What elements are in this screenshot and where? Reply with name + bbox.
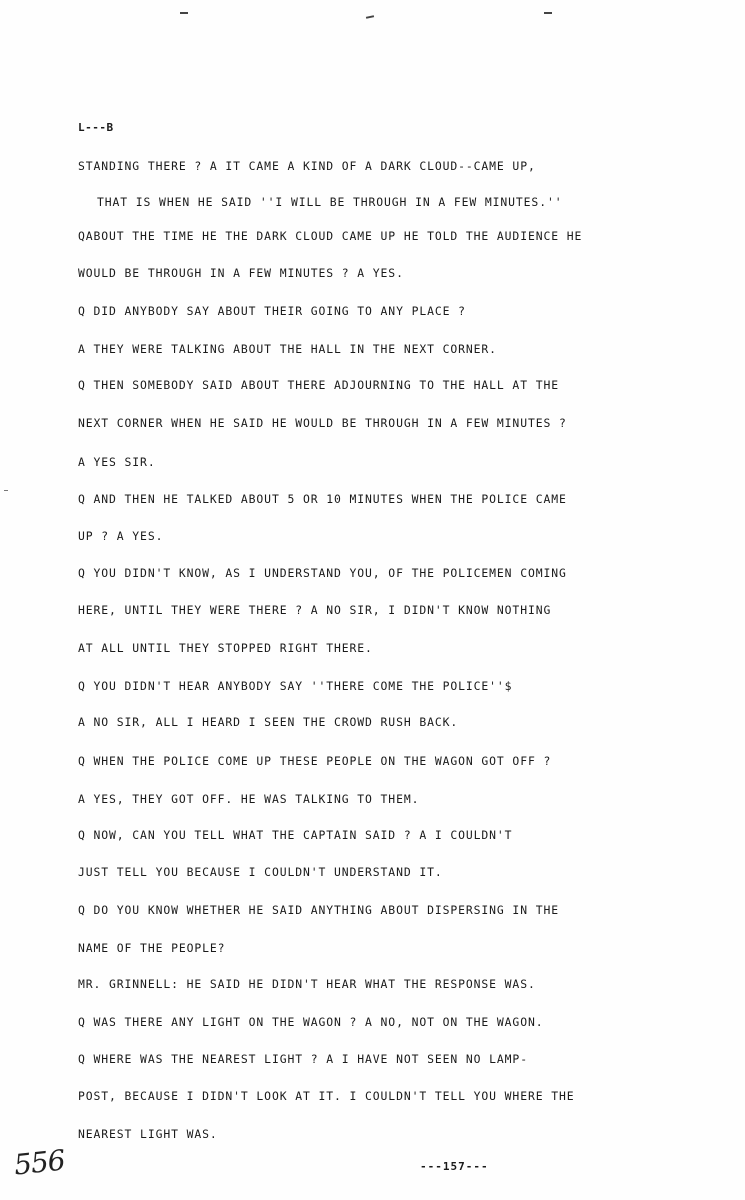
transcript-line: JUST TELL YOU BECAUSE I COULDN'T UNDERSTAND IT. [78,865,443,879]
page-number: ---157--- [420,1160,489,1173]
transcript-line: UP ? A YES. [78,529,164,543]
transcript-line: Q AND THEN HE TALKED ABOUT 5 OR 10 MINUTES WHEN THE POLICE CAME [78,492,567,506]
transcript-line: A YES, THEY GOT OFF. HE WAS TALKING TO THEM. [78,792,420,806]
transcript-line: WOULD BE THROUGH IN A FEW MINUTES ? A YES. [78,266,404,280]
transcript-line: MR. GRINNELL: HE SAID HE DIDN'T HEAR WHAT THE RESPONSE WAS. [78,977,536,991]
transcript-line: HERE, UNTIL THEY WERE THERE ? A NO SIR, I DIDN'T KNOW NOTHING [78,603,552,617]
margin-mark [4,490,8,491]
transcript-line: Q DO YOU KNOW WHETHER HE SAID ANYTHING ABOUT DISPERSING IN THE [78,903,559,917]
handwritten-page-number: 556 [12,1143,67,1182]
transcript-line: Q WHEN THE POLICE COME UP THESE PEOPLE ON THE WAGON GOT OFF ? [78,754,552,768]
transcript-line: Q THEN SOMEBODY SAID ABOUT THERE ADJOURNING TO THE HALL AT THE [78,378,559,392]
section-header: L---B [78,121,114,134]
top-mark [180,12,188,14]
transcript-line: Q WHERE WAS THE NEAREST LIGHT ? A I HAVE NOT SEEN NO LAMP- [78,1052,528,1066]
transcript-line: A YES SIR. [78,455,156,469]
transcript-line: Q WAS THERE ANY LIGHT ON THE WAGON ? A NO, NOT ON THE WAGON. [78,1015,544,1029]
transcript-line: Q NOW, CAN YOU TELL WHAT THE CAPTAIN SAID ? A I COULDN'T [78,828,513,842]
transcript-line: A THEY WERE TALKING ABOUT THE HALL IN THE NEXT CORNER. [78,342,497,356]
transcript-line: Q DID ANYBODY SAY ABOUT THEIR GOING TO ANY PLACE ? [78,304,466,318]
transcript-line: NAME OF THE PEOPLE? [78,941,226,955]
transcript-line: AT ALL UNTIL THEY STOPPED RIGHT THERE. [78,641,373,655]
transcript-line: A NO SIR, ALL I HEARD I SEEN THE CROWD RUSH BACK. [78,715,459,729]
transcript-line: POST, BECAUSE I DIDN'T LOOK AT IT. I COULDN'T TELL YOU WHERE THE [78,1089,575,1103]
transcript-line: NEAREST LIGHT WAS. [78,1127,218,1141]
transcript-line: THAT IS WHEN HE SAID ''I WILL BE THROUGH IN A FEW MINUTES.'' [97,195,563,209]
transcript-line: QABOUT THE TIME HE THE DARK CLOUD CAME UP HE TOLD THE AUDIENCE HE [78,229,583,243]
top-mark [544,12,552,14]
transcript-line: Q YOU DIDN'T HEAR ANYBODY SAY ''THERE COME THE POLICE''$ [78,679,513,693]
transcript-line: Q YOU DIDN'T KNOW, AS I UNDERSTAND YOU, OF THE POLICEMEN COMING [78,566,567,580]
transcript-line: NEXT CORNER WHEN HE SAID HE WOULD BE THROUGH IN A FEW MINUTES ? [78,416,567,430]
transcript-line: STANDING THERE ? A IT CAME A KIND OF A DARK CLOUD--CAME UP, [78,159,536,173]
top-mark [366,15,374,19]
